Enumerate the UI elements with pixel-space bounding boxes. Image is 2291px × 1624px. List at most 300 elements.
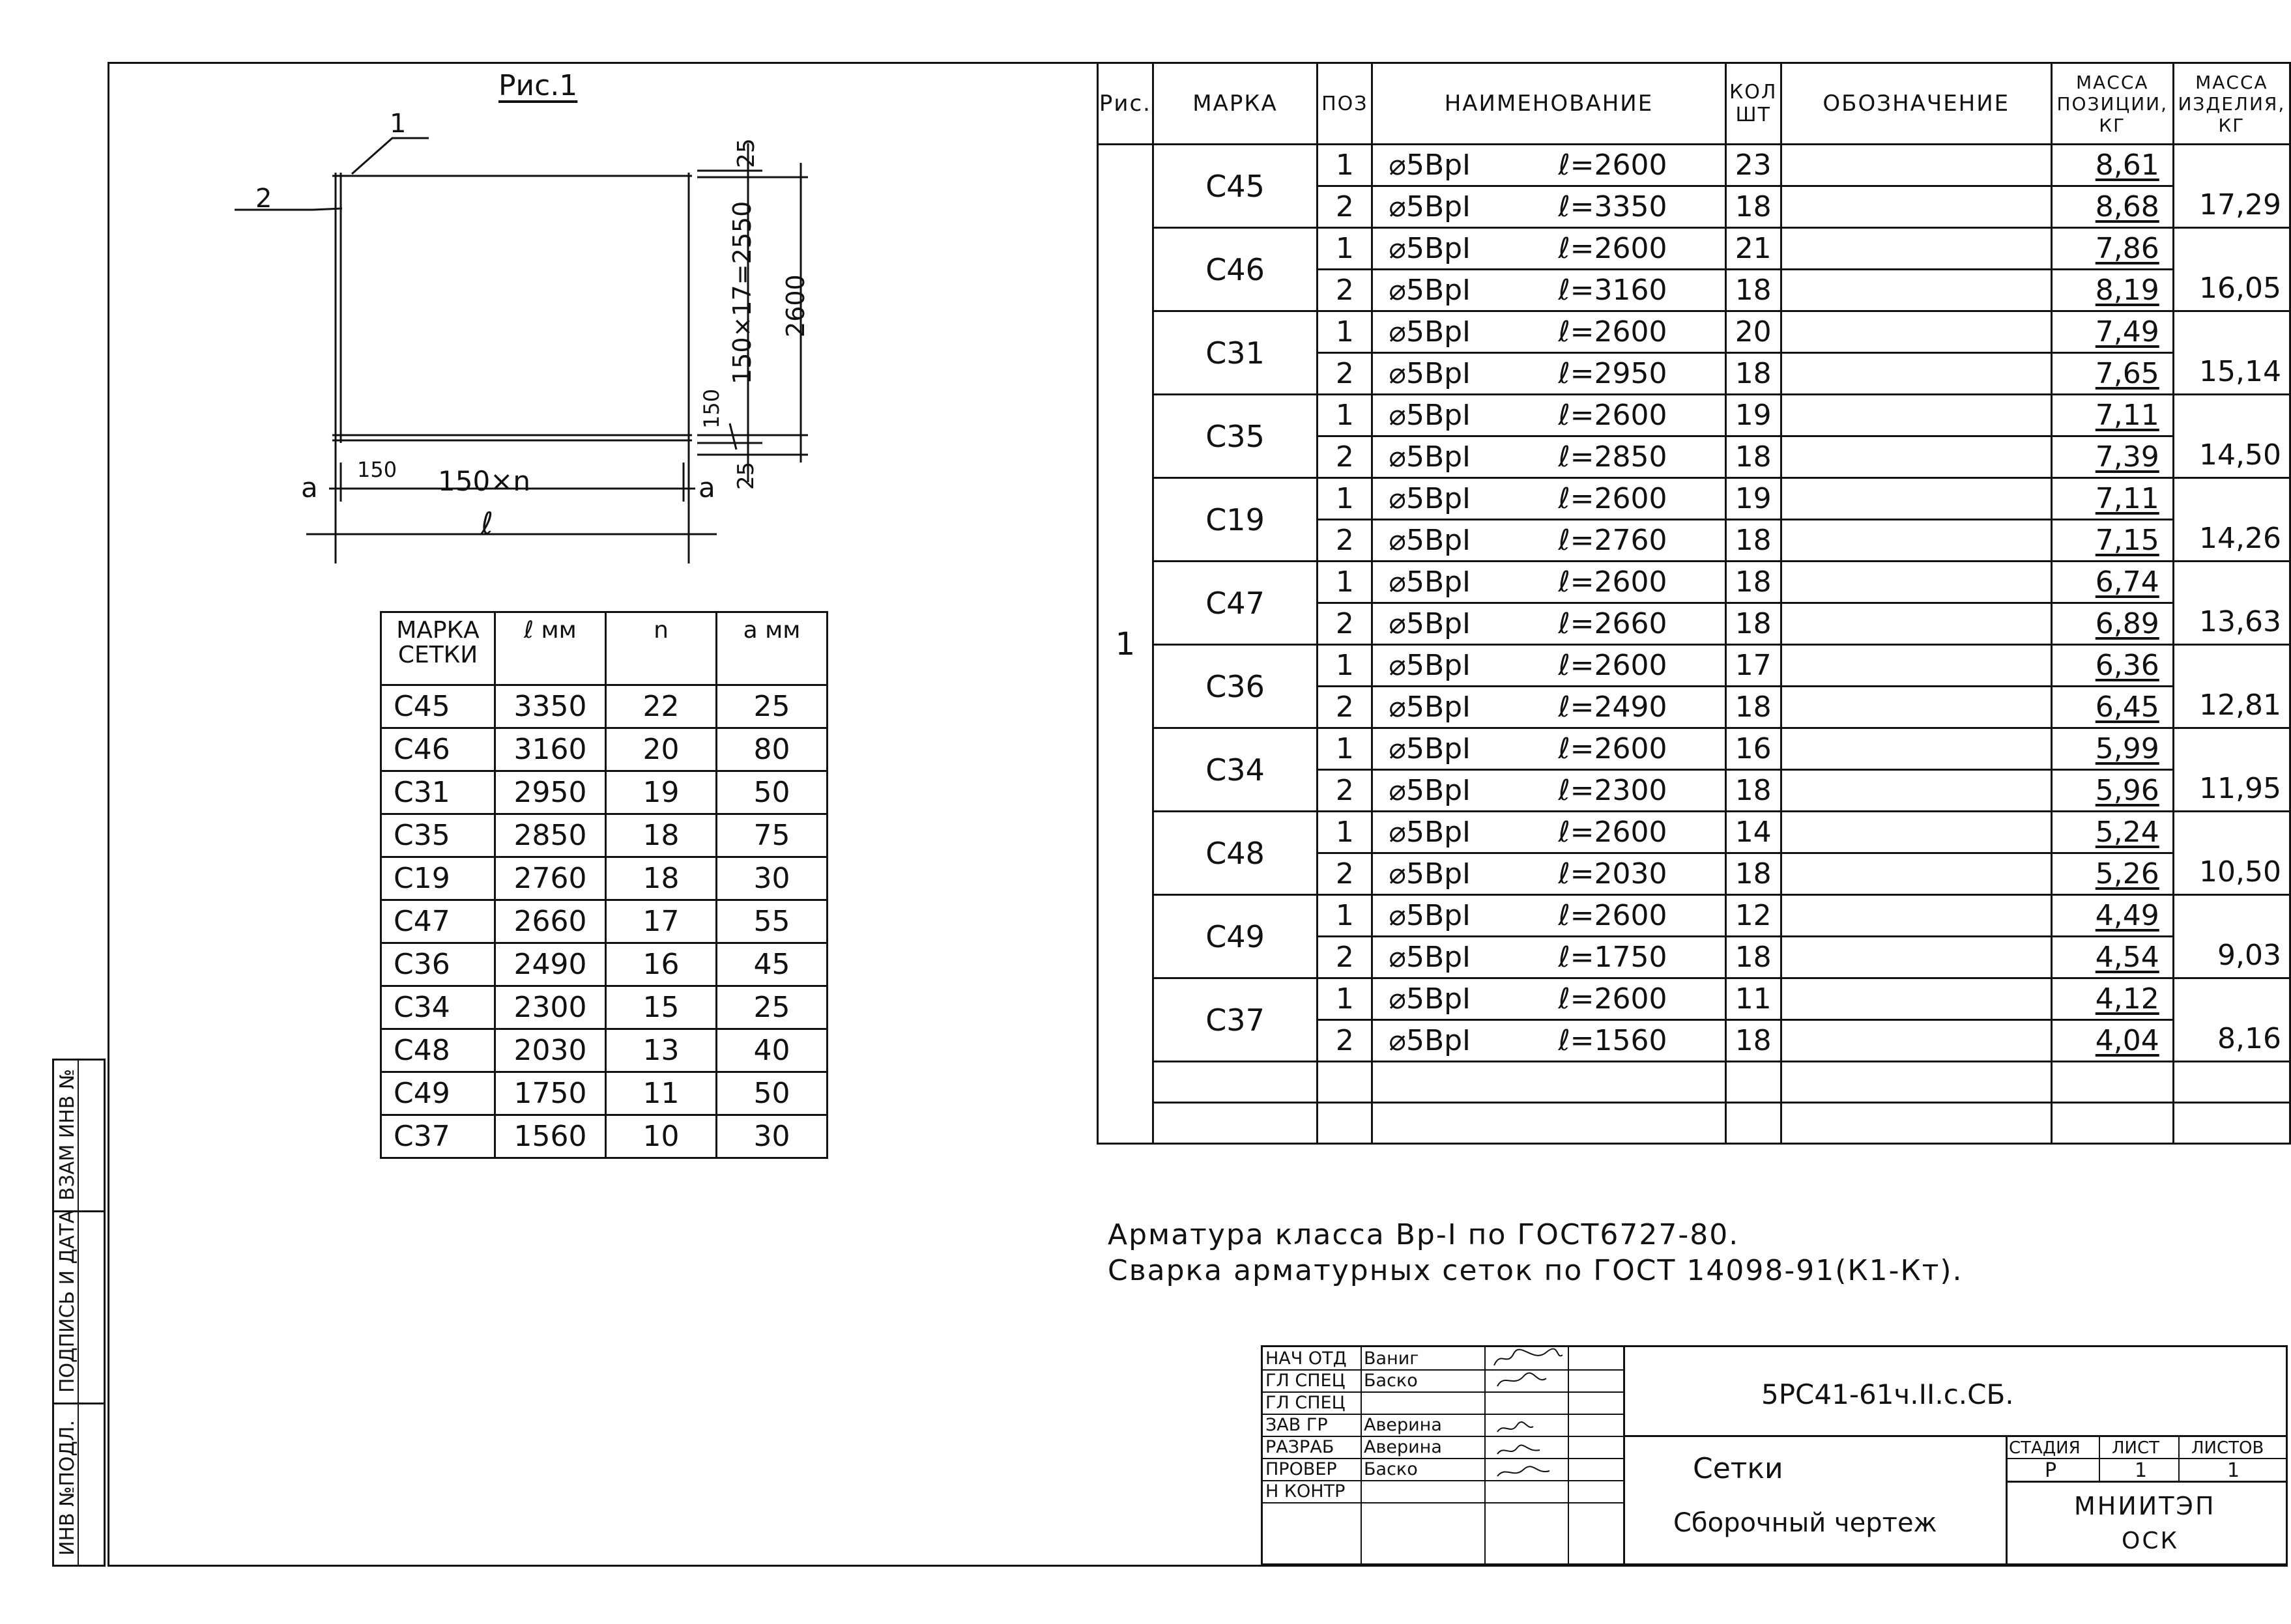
mass-pos-value: 6,36 bbox=[2095, 649, 2159, 682]
rebar-diameter-class: ⌀5ВрI bbox=[1389, 274, 1471, 307]
dims-cell-n: 18 bbox=[606, 857, 717, 900]
spec-empty-cell bbox=[1725, 1062, 1781, 1103]
mass-pos-value: 7,86 bbox=[2095, 232, 2159, 265]
spec-empty-cell bbox=[1781, 1062, 2051, 1103]
spec-cell-pos: 1 bbox=[1318, 145, 1372, 186]
dims-cell-a: 30 bbox=[717, 1115, 828, 1158]
spec-cell-pos: 2 bbox=[1318, 436, 1372, 478]
rebar-length: ℓ=1560 bbox=[1558, 1024, 1667, 1057]
spec-cell-oboz bbox=[1781, 1020, 2051, 1062]
spec-cell-oboz bbox=[1781, 353, 2051, 395]
spec-cell-mass-pos bbox=[2051, 937, 2173, 978]
spec-table-row bbox=[1098, 311, 2290, 353]
spec-col-mass-item: МАССА ИЗДЕЛИЯ, КГ bbox=[2173, 63, 2290, 145]
spec-cell-mass-pos bbox=[2051, 520, 2173, 562]
tb-person: Баско bbox=[1364, 1459, 1418, 1479]
spec-cell-name bbox=[1372, 812, 1725, 853]
spec-empty-cell bbox=[1372, 1103, 1725, 1144]
spec-cell-pos: 2 bbox=[1318, 353, 1372, 395]
dim-total: 2600 bbox=[781, 274, 810, 337]
rebar-length: ℓ=2600 bbox=[1558, 399, 1667, 432]
spec-cell-oboz bbox=[1781, 937, 2051, 978]
rebar-diameter-class: ⌀5ВрI bbox=[1389, 857, 1471, 890]
spec-col-mass-pos: МАССА ПОЗИЦИИ, КГ bbox=[2051, 63, 2173, 145]
spec-cell-mass-item: 15,14 bbox=[2173, 311, 2290, 395]
spec-cell-name bbox=[1372, 978, 1725, 1020]
dims-cell-a: 50 bbox=[717, 1072, 828, 1115]
spec-col-mark: МАРКА bbox=[1153, 63, 1317, 145]
dims-table-row bbox=[381, 685, 828, 728]
dims-cell-l: 3350 bbox=[495, 685, 606, 728]
rebar-diameter-class: ⌀5ВрI bbox=[1389, 732, 1471, 765]
dims-cell-l: 2950 bbox=[495, 771, 606, 814]
spec-cell-pos: 2 bbox=[1318, 270, 1372, 311]
dims-table-row bbox=[381, 986, 828, 1029]
spec-cell-name bbox=[1372, 436, 1725, 478]
spec-cell-mass-pos bbox=[2051, 853, 2173, 895]
spec-cell-pos: 1 bbox=[1318, 228, 1372, 270]
mass-pos-value: 5,96 bbox=[2095, 774, 2159, 807]
rebar-diameter-class: ⌀5ВрI bbox=[1389, 315, 1471, 349]
doc-type: Сборочный чертеж bbox=[1673, 1508, 1937, 1538]
spec-cell-pos: 2 bbox=[1318, 853, 1372, 895]
side-inv-repl: ВЗАМ ИНВ № bbox=[56, 1068, 79, 1201]
dims-cell-n: 22 bbox=[606, 685, 717, 728]
spec-empty-cell bbox=[1153, 1062, 1317, 1103]
mass-pos-value: 5,24 bbox=[2095, 816, 2159, 849]
spec-cell-qty: 12 bbox=[1725, 895, 1781, 937]
spec-cell-pos: 1 bbox=[1318, 311, 1372, 353]
spec-table-row bbox=[1098, 728, 2290, 770]
spec-cell-qty: 18 bbox=[1725, 1020, 1781, 1062]
rebar-diameter-class: ⌀5ВрI bbox=[1389, 816, 1471, 849]
rebar-diameter-class: ⌀5ВрI bbox=[1389, 774, 1471, 807]
rebar-diameter-class: ⌀5ВрI bbox=[1389, 399, 1471, 432]
tb-role: ПРОВЕР bbox=[1265, 1459, 1337, 1479]
spec-cell-mass-pos bbox=[2051, 145, 2173, 186]
spec-cell-mass-pos bbox=[2051, 895, 2173, 937]
spec-cell-qty: 18 bbox=[1725, 603, 1781, 645]
spec-cell-mark: С36 bbox=[1153, 645, 1317, 728]
spec-cell-mass-item: 10,50 bbox=[2173, 812, 2290, 895]
dims-cell-mark: С35 bbox=[381, 814, 495, 857]
side-stamp bbox=[52, 1059, 106, 1567]
dims-col-l: ℓ мм bbox=[495, 612, 606, 685]
rebar-diameter-class: ⌀5ВрI bbox=[1389, 1024, 1471, 1057]
spec-cell-oboz bbox=[1781, 311, 2051, 353]
dims-table-row bbox=[381, 1072, 828, 1115]
spec-empty-cell bbox=[1372, 1062, 1725, 1103]
spec-cell-oboz bbox=[1781, 478, 2051, 520]
dims-cell-l: 2490 bbox=[495, 943, 606, 986]
mass-pos-value: 7,65 bbox=[2095, 357, 2159, 390]
dims-table-row bbox=[381, 857, 828, 900]
spec-cell-oboz bbox=[1781, 687, 2051, 728]
spec-cell-qty: 18 bbox=[1725, 770, 1781, 812]
rebar-length: ℓ=2600 bbox=[1558, 149, 1667, 182]
spec-table-row bbox=[1098, 228, 2290, 270]
dims-table-row bbox=[381, 771, 828, 814]
spec-cell-name bbox=[1372, 853, 1725, 895]
org-line-1: МНИИТЭП bbox=[2074, 1492, 2216, 1520]
spec-cell-qty: 18 bbox=[1725, 186, 1781, 228]
spec-cell-pos: 1 bbox=[1318, 895, 1372, 937]
spec-cell-name bbox=[1372, 520, 1725, 562]
mass-pos-value: 4,12 bbox=[2095, 982, 2159, 1016]
tb-person: Баско bbox=[1364, 1371, 1418, 1391]
rebar-length: ℓ=2600 bbox=[1558, 482, 1667, 515]
rebar-diameter-class: ⌀5ВрI bbox=[1389, 607, 1471, 640]
spec-cell-name bbox=[1372, 562, 1725, 603]
mass-pos-value: 7,15 bbox=[2095, 524, 2159, 557]
spec-empty-cell bbox=[1318, 1062, 1372, 1103]
dims-table-row bbox=[381, 1115, 828, 1158]
title-block-row bbox=[1263, 1347, 1623, 1371]
sheet-label: ЛИСТ bbox=[2112, 1438, 2160, 1458]
spec-table-row bbox=[1098, 812, 2290, 853]
tb-role: Н КОНТР bbox=[1265, 1481, 1346, 1502]
rebar-diameter-class: ⌀5ВрI bbox=[1389, 982, 1471, 1016]
rebar-diameter-class: ⌀5ВрI bbox=[1389, 899, 1471, 932]
dim-150-horizontal: 150 bbox=[357, 457, 397, 482]
callout-1-leader bbox=[352, 138, 429, 174]
spec-cell-mass-pos bbox=[2051, 770, 2173, 812]
dims-col-mark: МАРКА СЕТКИ bbox=[381, 612, 495, 685]
stage-value: Р bbox=[2045, 1459, 2057, 1482]
spec-cell-oboz bbox=[1781, 228, 2051, 270]
rebar-diameter-class: ⌀5ВрI bbox=[1389, 691, 1471, 724]
spec-cell-oboz bbox=[1781, 520, 2051, 562]
title-block-row bbox=[1263, 1458, 1623, 1481]
rebar-length: ℓ=2600 bbox=[1558, 232, 1667, 265]
spec-cell-mass-item: 8,16 bbox=[2173, 978, 2290, 1062]
dim-top-25: 25 bbox=[733, 138, 760, 168]
dims-cell-a: 40 bbox=[717, 1029, 828, 1072]
dims-table-row bbox=[381, 900, 828, 943]
rebar-diameter-class: ⌀5ВрI bbox=[1389, 232, 1471, 265]
dims-cell-n: 18 bbox=[606, 814, 717, 857]
dim-l: ℓ bbox=[481, 506, 494, 541]
spec-cell-pos: 2 bbox=[1318, 186, 1372, 228]
rebar-length: ℓ=2600 bbox=[1558, 899, 1667, 932]
tb-person: Аверина bbox=[1364, 1437, 1442, 1457]
dims-table-row bbox=[381, 943, 828, 986]
spec-cell-mark: С47 bbox=[1153, 562, 1317, 645]
mass-pos-value: 4,54 bbox=[2095, 941, 2159, 974]
side-inv-orig: ИНВ №ПОДЛ. bbox=[56, 1419, 79, 1556]
dims-cell-n: 11 bbox=[606, 1072, 717, 1115]
mass-pos-value: 6,74 bbox=[2095, 565, 2159, 599]
spec-cell-mark: С49 bbox=[1153, 895, 1317, 978]
dim-span: 150×17=2550 bbox=[728, 201, 756, 384]
spec-cell-pos: 1 bbox=[1318, 478, 1372, 520]
spec-empty-row bbox=[1098, 1103, 2290, 1144]
spec-col-qty: КОЛ ШТ bbox=[1725, 63, 1781, 145]
rebar-diameter-class: ⌀5ВрI bbox=[1389, 482, 1471, 515]
dims-cell-mark: С46 bbox=[381, 728, 495, 771]
stage-label: СТАДИЯ bbox=[2009, 1438, 2081, 1458]
mass-pos-value: 7,49 bbox=[2095, 315, 2159, 349]
spec-empty-cell bbox=[2051, 1062, 2173, 1103]
sheets-value: 1 bbox=[2227, 1459, 2240, 1482]
dims-cell-mark: С45 bbox=[381, 685, 495, 728]
spec-cell-mass-pos bbox=[2051, 186, 2173, 228]
dims-cell-mark: С34 bbox=[381, 986, 495, 1029]
spec-cell-mass-item: 17,29 bbox=[2173, 145, 2290, 228]
mass-pos-value: 7,11 bbox=[2095, 482, 2159, 515]
spec-cell-name bbox=[1372, 728, 1725, 770]
rebar-length: ℓ=2600 bbox=[1558, 982, 1667, 1016]
spec-empty-cell bbox=[1725, 1103, 1781, 1144]
rebar-length: ℓ=2600 bbox=[1558, 315, 1667, 349]
spec-cell-mass-pos bbox=[2051, 603, 2173, 645]
dims-cell-a: 80 bbox=[717, 728, 828, 771]
spec-col-pos: ПОЗ bbox=[1318, 63, 1372, 145]
rebar-length: ℓ=3350 bbox=[1558, 190, 1667, 223]
dims-col-n: n bbox=[606, 612, 717, 685]
spec-cell-mark: С31 bbox=[1153, 311, 1317, 395]
spec-cell-mark: С34 bbox=[1153, 728, 1317, 812]
rebar-length: ℓ=2600 bbox=[1558, 565, 1667, 599]
spec-cell-qty: 18 bbox=[1725, 937, 1781, 978]
dims-cell-mark: С31 bbox=[381, 771, 495, 814]
dims-cell-a: 75 bbox=[717, 814, 828, 857]
tb-role: ЗАВ ГР bbox=[1265, 1415, 1328, 1435]
spec-cell-name bbox=[1372, 645, 1725, 687]
title-block-row bbox=[1263, 1391, 1623, 1415]
spec-cell-name bbox=[1372, 145, 1725, 186]
rebar-length: ℓ=2030 bbox=[1558, 857, 1667, 890]
spec-cell-oboz bbox=[1781, 145, 2051, 186]
spec-cell-pos: 2 bbox=[1318, 937, 1372, 978]
spec-cell-pos: 2 bbox=[1318, 603, 1372, 645]
note-rebar-class: Арматура класса Вр-I по ГОСТ6727-80. bbox=[1108, 1218, 1740, 1251]
rebar-diameter-class: ⌀5ВрI bbox=[1389, 649, 1471, 682]
dims-cell-l: 2850 bbox=[495, 814, 606, 857]
rebar-diameter-class: ⌀5ВрI bbox=[1389, 440, 1471, 474]
spec-cell-qty: 18 bbox=[1725, 270, 1781, 311]
spec-cell-name bbox=[1372, 311, 1725, 353]
tb-role: ГЛ СПЕЦ bbox=[1265, 1371, 1346, 1391]
spec-cell-qty: 21 bbox=[1725, 228, 1781, 270]
spec-cell-mass-item: 9,03 bbox=[2173, 895, 2290, 978]
dims-cell-mark: С36 bbox=[381, 943, 495, 986]
tb-person: Аверина bbox=[1364, 1415, 1442, 1435]
spec-cell-mass-pos bbox=[2051, 978, 2173, 1020]
spec-cell-mass-pos bbox=[2051, 436, 2173, 478]
dim-a-left: a bbox=[301, 472, 318, 504]
dims-cell-a: 30 bbox=[717, 857, 828, 900]
spec-cell-oboz bbox=[1781, 853, 2051, 895]
specification-table bbox=[1097, 62, 2291, 1145]
spec-cell-mark: С37 bbox=[1153, 978, 1317, 1062]
spec-cell-pos: 1 bbox=[1318, 562, 1372, 603]
spec-cell-mark: С45 bbox=[1153, 145, 1317, 228]
doc-code: 5РС41-61ч.II.с.СБ. bbox=[1761, 1378, 2014, 1410]
callout-2-leader bbox=[235, 208, 342, 210]
mass-pos-value: 7,39 bbox=[2095, 440, 2159, 474]
tb-person: Ваниг bbox=[1364, 1348, 1419, 1369]
spec-cell-oboz bbox=[1781, 645, 2051, 687]
rebar-length: ℓ=2600 bbox=[1558, 816, 1667, 849]
spec-header-row bbox=[1098, 63, 2290, 145]
title-block-row bbox=[1263, 1369, 1623, 1393]
dim-a-right: a bbox=[699, 472, 715, 504]
spec-cell-name bbox=[1372, 687, 1725, 728]
spec-cell-qty: 14 bbox=[1725, 812, 1781, 853]
spec-table-row bbox=[1098, 478, 2290, 520]
dim-bottom-25: 25 bbox=[733, 461, 759, 490]
rebar-length: ℓ=2600 bbox=[1558, 732, 1667, 765]
spec-cell-oboz bbox=[1781, 562, 2051, 603]
tb-role: РАЗРАБ bbox=[1265, 1437, 1334, 1457]
spec-cell-mass-item: 13,63 bbox=[2173, 562, 2290, 645]
spec-cell-qty: 18 bbox=[1725, 353, 1781, 395]
dims-cell-l: 2030 bbox=[495, 1029, 606, 1072]
spec-cell-mark: С35 bbox=[1153, 395, 1317, 478]
spec-cell-name bbox=[1372, 228, 1725, 270]
side-sign-date: ПОДПИСЬ И ДАТА bbox=[56, 1210, 79, 1393]
mass-pos-value: 4,49 bbox=[2095, 899, 2159, 932]
spec-cell-mark: С48 bbox=[1153, 812, 1317, 895]
rebar-length: ℓ=2600 bbox=[1558, 649, 1667, 682]
spec-table-row bbox=[1098, 145, 2290, 186]
spec-col-name: НАИМЕНОВАНИЕ bbox=[1372, 63, 1725, 145]
mass-pos-value: 5,26 bbox=[2095, 857, 2159, 890]
spec-cell-mass-pos bbox=[2051, 687, 2173, 728]
rebar-length: ℓ=2950 bbox=[1558, 357, 1667, 390]
spec-cell-pos: 2 bbox=[1318, 1020, 1372, 1062]
title-block bbox=[1261, 1345, 2288, 1565]
dims-cell-l: 2760 bbox=[495, 857, 606, 900]
spec-cell-qty: 18 bbox=[1725, 687, 1781, 728]
spec-cell-mass-pos bbox=[2051, 353, 2173, 395]
mass-pos-value: 8,68 bbox=[2095, 190, 2159, 223]
spec-cell-oboz bbox=[1781, 770, 2051, 812]
rebar-length: ℓ=2760 bbox=[1558, 524, 1667, 557]
spec-empty-cell bbox=[1781, 1103, 2051, 1144]
spec-cell-mark: С46 bbox=[1153, 228, 1317, 311]
spec-table-row bbox=[1098, 978, 2290, 1020]
dims-table-row bbox=[381, 728, 828, 771]
dims-cell-mark: С19 bbox=[381, 857, 495, 900]
rebar-diameter-class: ⌀5ВрI bbox=[1389, 357, 1471, 390]
spec-cell-pos: 2 bbox=[1318, 687, 1372, 728]
mass-pos-value: 4,04 bbox=[2095, 1024, 2159, 1057]
spec-cell-pos: 1 bbox=[1318, 645, 1372, 687]
rebar-length: ℓ=1750 bbox=[1558, 941, 1667, 974]
mass-pos-value: 5,99 bbox=[2095, 732, 2159, 765]
dims-cell-a: 25 bbox=[717, 986, 828, 1029]
dims-cell-n: 10 bbox=[606, 1115, 717, 1158]
rebar-diameter-class: ⌀5ВрI bbox=[1389, 149, 1471, 182]
spec-cell-mass-pos bbox=[2051, 228, 2173, 270]
spec-cell-pos: 2 bbox=[1318, 770, 1372, 812]
spec-empty-cell bbox=[2173, 1062, 2290, 1103]
spec-col-oboz: ОБОЗНАЧЕНИЕ bbox=[1781, 63, 2051, 145]
spec-cell-name bbox=[1372, 478, 1725, 520]
spec-cell-oboz bbox=[1781, 270, 2051, 311]
spec-cell-pos: 1 bbox=[1318, 978, 1372, 1020]
dims-cell-a: 50 bbox=[717, 771, 828, 814]
spec-cell-qty: 19 bbox=[1725, 478, 1781, 520]
spec-cell-mass-pos bbox=[2051, 395, 2173, 436]
dims-cell-mark: С49 bbox=[381, 1072, 495, 1115]
dims-cell-l: 3160 bbox=[495, 728, 606, 771]
spec-cell-oboz bbox=[1781, 978, 2051, 1020]
dims-cell-a: 45 bbox=[717, 943, 828, 986]
spec-cell-name bbox=[1372, 353, 1725, 395]
dims-col-a: a мм bbox=[717, 612, 828, 685]
spec-col-ris: Рис. bbox=[1098, 63, 1153, 145]
spec-cell-oboz bbox=[1781, 436, 2051, 478]
spec-cell-oboz bbox=[1781, 895, 2051, 937]
spec-cell-mass-pos bbox=[2051, 270, 2173, 311]
spec-table-row bbox=[1098, 562, 2290, 603]
dims-header-row bbox=[381, 612, 828, 685]
spec-empty-cell bbox=[1153, 1103, 1317, 1144]
spec-cell-mass-pos bbox=[2051, 728, 2173, 770]
title-block-row bbox=[1263, 1414, 1623, 1437]
spec-cell-mass-item: 14,50 bbox=[2173, 395, 2290, 478]
dims-cell-a: 25 bbox=[717, 685, 828, 728]
spec-cell-figure-ref: 1 bbox=[1098, 145, 1153, 1144]
signatures bbox=[1488, 1347, 1566, 1503]
spec-table-row bbox=[1098, 645, 2290, 687]
tb-role: ГЛ СПЕЦ bbox=[1265, 1393, 1346, 1413]
spec-cell-oboz bbox=[1781, 728, 2051, 770]
rebar-length: ℓ=2300 bbox=[1558, 774, 1667, 807]
spec-cell-name bbox=[1372, 1020, 1725, 1062]
rebar-length: ℓ=2850 bbox=[1558, 440, 1667, 474]
dims-cell-n: 19 bbox=[606, 771, 717, 814]
spec-cell-qty: 11 bbox=[1725, 978, 1781, 1020]
dim-150xn: 150×n bbox=[438, 465, 530, 497]
spec-cell-pos: 2 bbox=[1318, 520, 1372, 562]
spec-empty-cell bbox=[2173, 1103, 2290, 1144]
spec-cell-qty: 17 bbox=[1725, 645, 1781, 687]
dim-150-vertical: 150 bbox=[699, 388, 724, 429]
dims-cell-n: 17 bbox=[606, 900, 717, 943]
mass-pos-value: 8,19 bbox=[2095, 274, 2159, 307]
object-name: Сетки bbox=[1693, 1452, 1783, 1485]
dims-cell-mark: С47 bbox=[381, 900, 495, 943]
spec-cell-mass-pos bbox=[2051, 812, 2173, 853]
spec-cell-qty: 16 bbox=[1725, 728, 1781, 770]
spec-cell-pos: 1 bbox=[1318, 395, 1372, 436]
mass-pos-value: 6,89 bbox=[2095, 607, 2159, 640]
spec-cell-mass-item: 16,05 bbox=[2173, 228, 2290, 311]
spec-cell-oboz bbox=[1781, 603, 2051, 645]
spec-cell-qty: 23 bbox=[1725, 145, 1781, 186]
spec-empty-cell bbox=[1318, 1103, 1372, 1144]
spec-empty-row bbox=[1098, 1062, 2290, 1103]
spec-cell-name bbox=[1372, 395, 1725, 436]
dims-cell-n: 13 bbox=[606, 1029, 717, 1072]
spec-cell-qty: 18 bbox=[1725, 520, 1781, 562]
figure-title: Рис.1 bbox=[498, 69, 578, 102]
spec-cell-qty: 18 bbox=[1725, 562, 1781, 603]
callout-2: 2 bbox=[255, 184, 272, 214]
rebar-length: ℓ=3160 bbox=[1558, 274, 1667, 307]
sheets-label: ЛИСТОВ bbox=[2191, 1438, 2264, 1458]
spec-cell-mass-item: 11,95 bbox=[2173, 728, 2290, 812]
dims-cell-l: 2300 bbox=[495, 986, 606, 1029]
mass-pos-value: 7,11 bbox=[2095, 399, 2159, 432]
spec-cell-mass-item: 12,81 bbox=[2173, 645, 2290, 728]
mesh-dims-table bbox=[380, 611, 828, 1159]
spec-cell-name bbox=[1372, 270, 1725, 311]
